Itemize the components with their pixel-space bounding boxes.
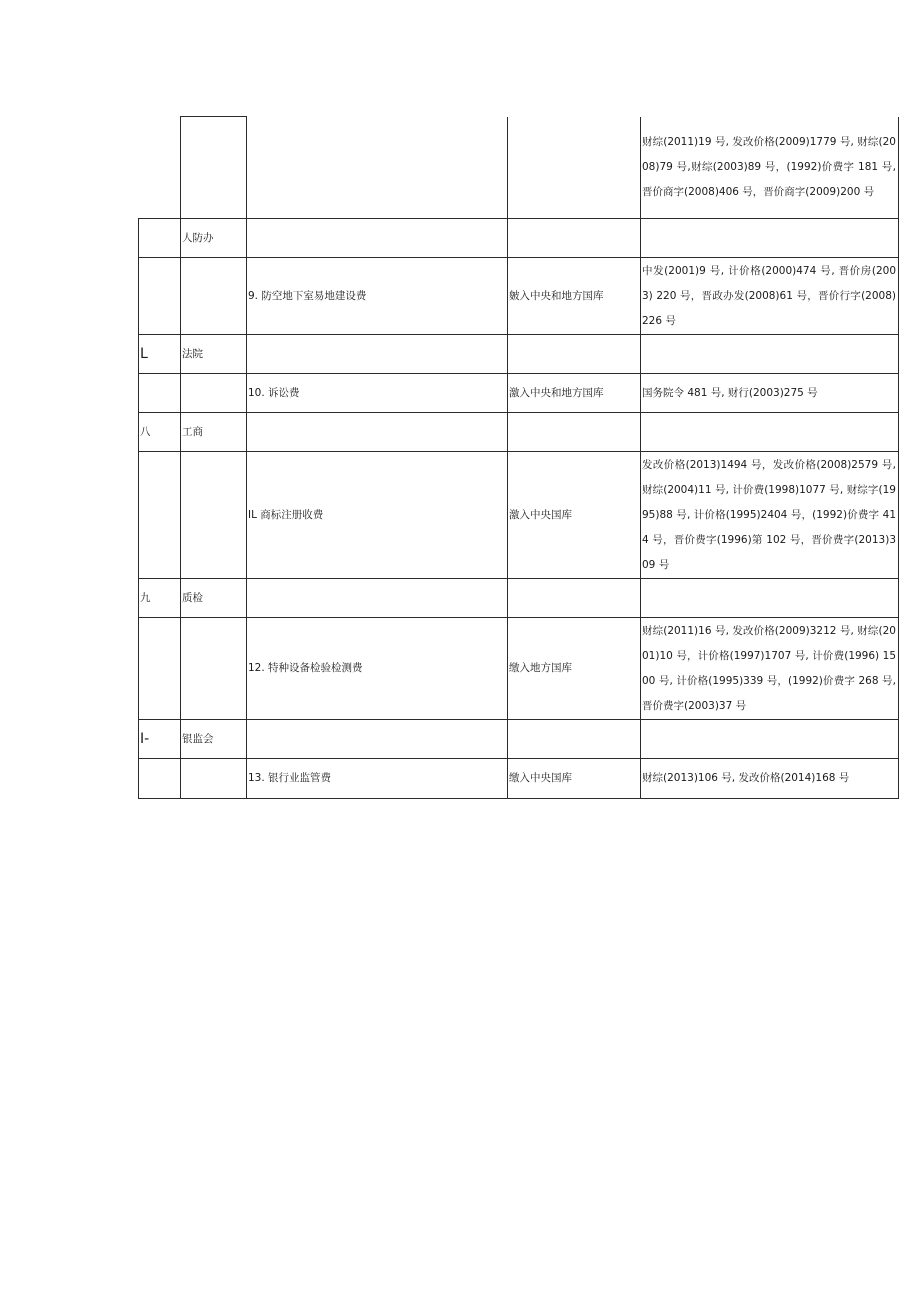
seq-cell: I- — [139, 720, 181, 759]
department-cell: 法院 — [181, 335, 247, 374]
destination-cell: 缴入地方国库 — [508, 618, 641, 720]
seq-cell: 八 — [139, 413, 181, 452]
item-cell: 12. 特种设备检验检测费 — [247, 618, 508, 720]
table-row — [139, 618, 899, 720]
seq-cell — [139, 258, 181, 335]
table-row — [139, 258, 899, 335]
basis-cell: 发改价格(2013)1494 号，发改价格(2008)2579 号,财综(2004)11 号, 计价费(1998)1077 号, 财综字(1995)88 号, 计价格(1995)2404 号，(1992)价费字 414 号，晋价费字(1996)第 102 号，晋价费字(2013)309 号 — [641, 452, 899, 579]
seq-cell: 九 — [139, 579, 181, 618]
item-cell — [247, 117, 508, 219]
basis-cell — [641, 413, 899, 452]
basis-cell — [641, 579, 899, 618]
item-cell: 10. 诉讼费 — [247, 374, 508, 413]
destination-cell — [508, 579, 641, 618]
table-row — [139, 413, 899, 452]
destination-cell — [508, 117, 641, 219]
department-cell — [181, 452, 247, 579]
table-row — [139, 579, 899, 618]
table-row — [139, 374, 899, 413]
seq-cell — [139, 117, 181, 219]
destination-cell — [508, 413, 641, 452]
seq-cell — [139, 452, 181, 579]
department-cell — [181, 258, 247, 335]
seq-cell — [139, 618, 181, 720]
seq-cell — [139, 219, 181, 258]
basis-cell — [641, 720, 899, 759]
basis-cell: 财综(2011)19 号, 发改价格(2009)1779 号, 财综(2008)79 号,财综(2003)89 号，(1992)价费字 181 号,晋价商字(2008)406 号，晋价商字(2009)200 号 — [641, 117, 899, 219]
department-cell: 人防办 — [181, 219, 247, 258]
department-cell: 工商 — [181, 413, 247, 452]
department-cell: 银监会 — [181, 720, 247, 759]
item-cell — [247, 579, 508, 618]
item-cell — [247, 413, 508, 452]
destination-cell — [508, 219, 641, 258]
destination-cell — [508, 720, 641, 759]
seq-cell: L — [139, 335, 181, 374]
item-cell — [247, 720, 508, 759]
table-row — [139, 759, 899, 799]
department-cell — [181, 759, 247, 799]
item-cell — [247, 219, 508, 258]
basis-cell: 财综(2011)16 号, 发改价格(2009)3212 号, 财综(2001)10 号，计价格(1997)1707 号, 计价费(1996) 1500 号, 计价格(1995)339 号，(1992)价费字 268 号, 晋价费字(2003)37 号 — [641, 618, 899, 720]
destination-cell — [508, 335, 641, 374]
destination-cell: 皴入中央和地方国库 — [508, 258, 641, 335]
seq-cell — [139, 759, 181, 799]
department-cell — [181, 117, 247, 219]
table-row — [139, 117, 899, 219]
basis-text: 中发(2001)9 号, 计价格(2000)474 号, 晋价房(2003) 220 号，晋政办发(2008)61 号，晋价行字(2008) 226 号 — [642, 265, 896, 327]
table-row — [139, 720, 899, 759]
item-cell: 13. 银行业监管费 — [247, 759, 508, 799]
destination-cell: 激入中央和地方国库 — [508, 374, 641, 413]
department-cell — [181, 618, 247, 720]
table-row — [139, 452, 899, 579]
table-row — [139, 219, 899, 258]
destination-cell: 激入中央国库 — [508, 452, 641, 579]
basis-cell: 财综(2013)106 号, 发改价格(2014)168 号 — [641, 759, 899, 799]
fee-table-page — [138, 116, 898, 799]
department-cell: 质检 — [181, 579, 247, 618]
destination-cell: 缴入中央国库 — [508, 759, 641, 799]
item-cell: 9. 防空地下室易地建设费 — [247, 258, 508, 335]
department-cell — [181, 374, 247, 413]
basis-cell — [641, 335, 899, 374]
basis-cell — [641, 219, 899, 258]
basis-cell: 国务院令 481 号, 财行(2003)275 号 — [641, 374, 899, 413]
item-cell — [247, 335, 508, 374]
seq-cell — [139, 374, 181, 413]
basis-cell — [641, 258, 899, 335]
item-cell: IL 商标注册收费 — [247, 452, 508, 579]
fee-table — [138, 116, 899, 799]
table-row — [139, 335, 899, 374]
